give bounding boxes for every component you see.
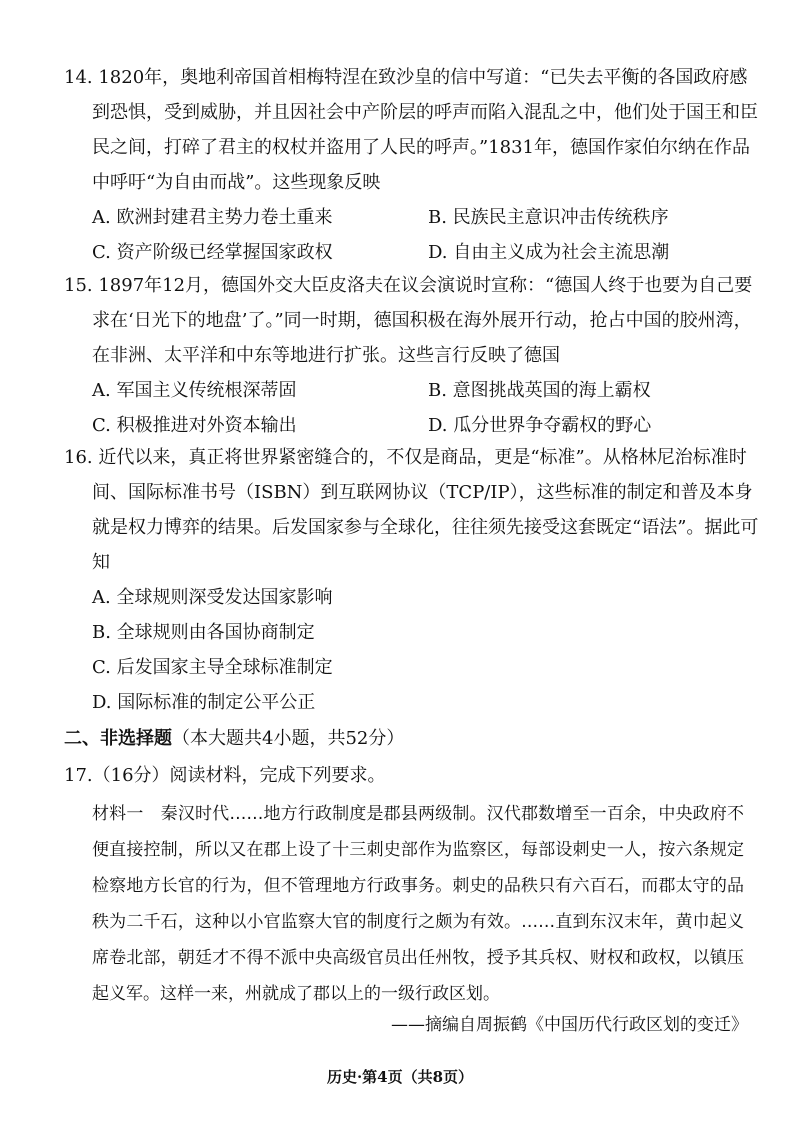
question-14 <box>64 60 764 270</box>
option-b: B. 民族民主意识冲击传统秩序 <box>428 207 669 228</box>
question-16 <box>64 440 764 720</box>
question-15-options <box>64 373 764 443</box>
material-one: 材料一 秦汉时代……地方行政制度是郡县两级制。汉代郡数增至一百余，中央政府不便直接控制，所以又在郡上设了十三刺史部作为监察区，每部设刺史一人，按六条规定检察地方长官的行为，但不管理地方行政事务。刺史的品秩只有六百石，而郡太守的品秩为二千石，这种以小官监察大官的制度行之颇为有效。……直到东汉末年，黄巾起义席卷北部，朝廷才不得不派中央高级官员出任州牧，授予其兵权、财权和政权，以镇压起义军。这样一来，州就成了郡以上的一级行政区划。 <box>92 804 744 1004</box>
option-a: A. 全球规则深受发达国家影响 <box>92 587 333 608</box>
option-c: C. 资产阶级已经掌握国家政权 <box>92 242 333 263</box>
section-title: 二、非选择题 <box>64 728 172 749</box>
page-footer: 历史·第4页（共8页） <box>326 1068 474 1086</box>
question-16-stem: 16. 近代以来，真正将世界紧密缝合的，不仅是商品，更是“标准”。从格林尼治标准时间、国际标准书号（ISBN）到互联网协议（TCP/IP），这些标准的制定和普及本身就是权力博弈的结果。后发国家参与全球化，往往须先接受这套既定“语法”。据此可知 <box>64 447 759 573</box>
question-17-stem: 17.（16分）阅读材料，完成下列要求。 <box>64 765 386 786</box>
option-c: C. 后发国家主导全球标准制定 <box>92 657 333 678</box>
section-subtitle: （本大题共4小题，共52分） <box>172 728 405 749</box>
question-14-options <box>64 200 764 270</box>
question-15 <box>64 268 764 443</box>
material-source: ——摘编自周振鹤《中国历代行政区划的变迁》 <box>391 1015 748 1035</box>
question-16-options <box>64 580 764 720</box>
option-d: D. 自由主义成为社会主流思潮 <box>428 242 670 263</box>
option-a: A. 军国主义传统根深蒂固 <box>92 380 297 401</box>
section-heading <box>64 724 404 750</box>
question-14-stem: 14. 1820年，奥地利帝国首相梅特涅在致沙皇的信中写道：“已失去平衡的各国政府感到恐惧，受到威胁，并且因社会中产阶层的呼声而陷入混乱之中，他们处于国王和臣民之间，打碎了君主的权杖并盗用了人民的呼声。”1831年，德国作家伯尔纳在作品中呼吁“为自由而战”。这些现象反映 <box>64 67 758 193</box>
option-b: B. 全球规则由各国协商制定 <box>92 622 315 643</box>
question-15-stem: 15. 1897年12月，德国外交大臣皮洛夫在议会演说时宣称：“德国人终于也要为自己要求在‘日光下的地盘’了。”同一时期，德国积极在海外展开行动，抢占中国的胶州湾，在非洲、太平洋和中东等地进行扩张。这些言行反映了德国 <box>64 275 753 366</box>
question-17 <box>64 758 764 793</box>
option-b: B. 意图挑战英国的海上霸权 <box>428 380 651 401</box>
option-a: A. 欧洲封建君主势力卷土重来 <box>92 207 333 228</box>
option-c: C. 积极推进对外资本输出 <box>92 415 297 436</box>
option-d: D. 瓜分世界争夺霸权的野心 <box>428 415 652 436</box>
option-d: D. 国际标准的制定公平公正 <box>92 692 316 713</box>
